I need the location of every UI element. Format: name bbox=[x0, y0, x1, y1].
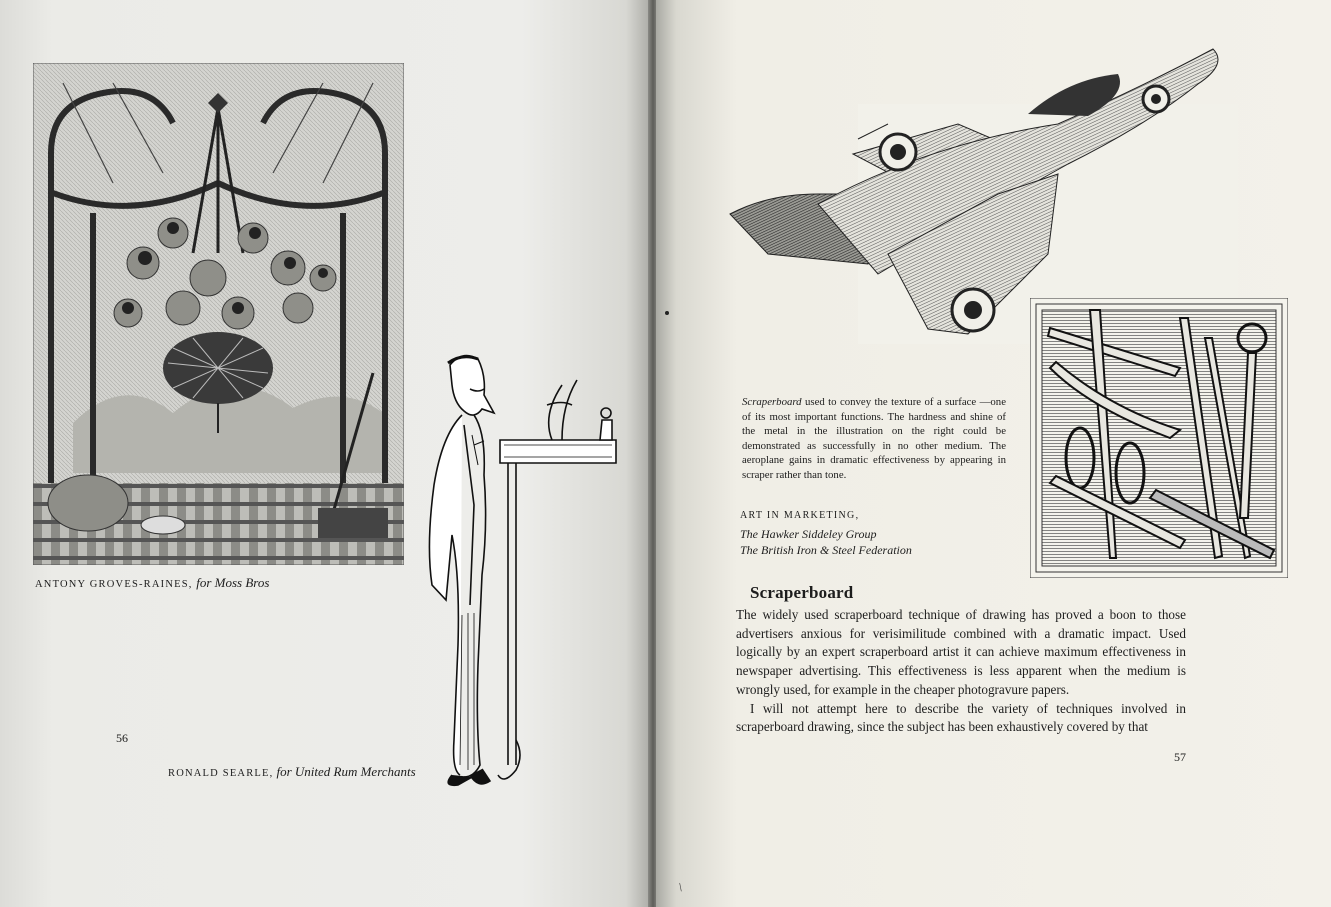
plate-caption bbox=[35, 575, 269, 591]
section-heading: Scraperboard bbox=[750, 583, 854, 602]
surgical-instruments-illustration bbox=[1030, 298, 1288, 578]
moss-bros-illustration bbox=[33, 63, 404, 565]
searle-caption-artist: RONALD SEARLE, bbox=[168, 768, 274, 779]
pencil-mark: / bbox=[675, 880, 686, 894]
paragraph-1: The widely used scraperboard technique of drawing has proved a boon to those advertisers anxious for verisimilitude combined with a dramatic impact. Used logically by an expert scraperboard artist it can achieve maximum effectiveness in newspaper advertising. This effectiveness is less apparent when the medium is wrongly used, for example in the cheaper photogravure papers. bbox=[736, 607, 1186, 697]
body-text bbox=[736, 606, 1186, 737]
art-in-marketing-heading: ART IN MARKETING, bbox=[740, 510, 860, 521]
desc-italic: Scraperboard bbox=[742, 396, 802, 408]
desc-text: used to convey the texture of a surface —one of its most important functions. The hardness and shine of the metal in the illustration on the right could be demonstrated as successfully in no other medium. The aeroplane gains in dramatic effectiveness by appearing in scraper rather than tone. bbox=[742, 396, 1006, 481]
credit-british-iron-steel: The British Iron & Steel Federation bbox=[740, 543, 912, 557]
page-number-right: 57 bbox=[1174, 750, 1186, 764]
paragraph-2: I will not attempt here to describe the variety of techniques involved in scraperboard drawing, since the subject has been exhaustively covered by that bbox=[736, 700, 1186, 735]
page-number-left: 56 bbox=[116, 731, 128, 745]
left-page bbox=[0, 0, 652, 907]
searle-figure-illustration bbox=[412, 345, 622, 790]
plate-caption-artist: ANTONY GROVES-RAINES, bbox=[35, 579, 193, 590]
right-page bbox=[656, 0, 1331, 907]
illustration-description bbox=[742, 395, 1006, 482]
searle-caption bbox=[168, 764, 416, 780]
margin-dot bbox=[665, 311, 669, 315]
plate-caption-client: for Moss Bros bbox=[196, 575, 270, 590]
credit-hawker-siddeley: The Hawker Siddeley Group bbox=[740, 527, 877, 541]
searle-caption-client: for United Rum Merchants bbox=[276, 764, 416, 779]
